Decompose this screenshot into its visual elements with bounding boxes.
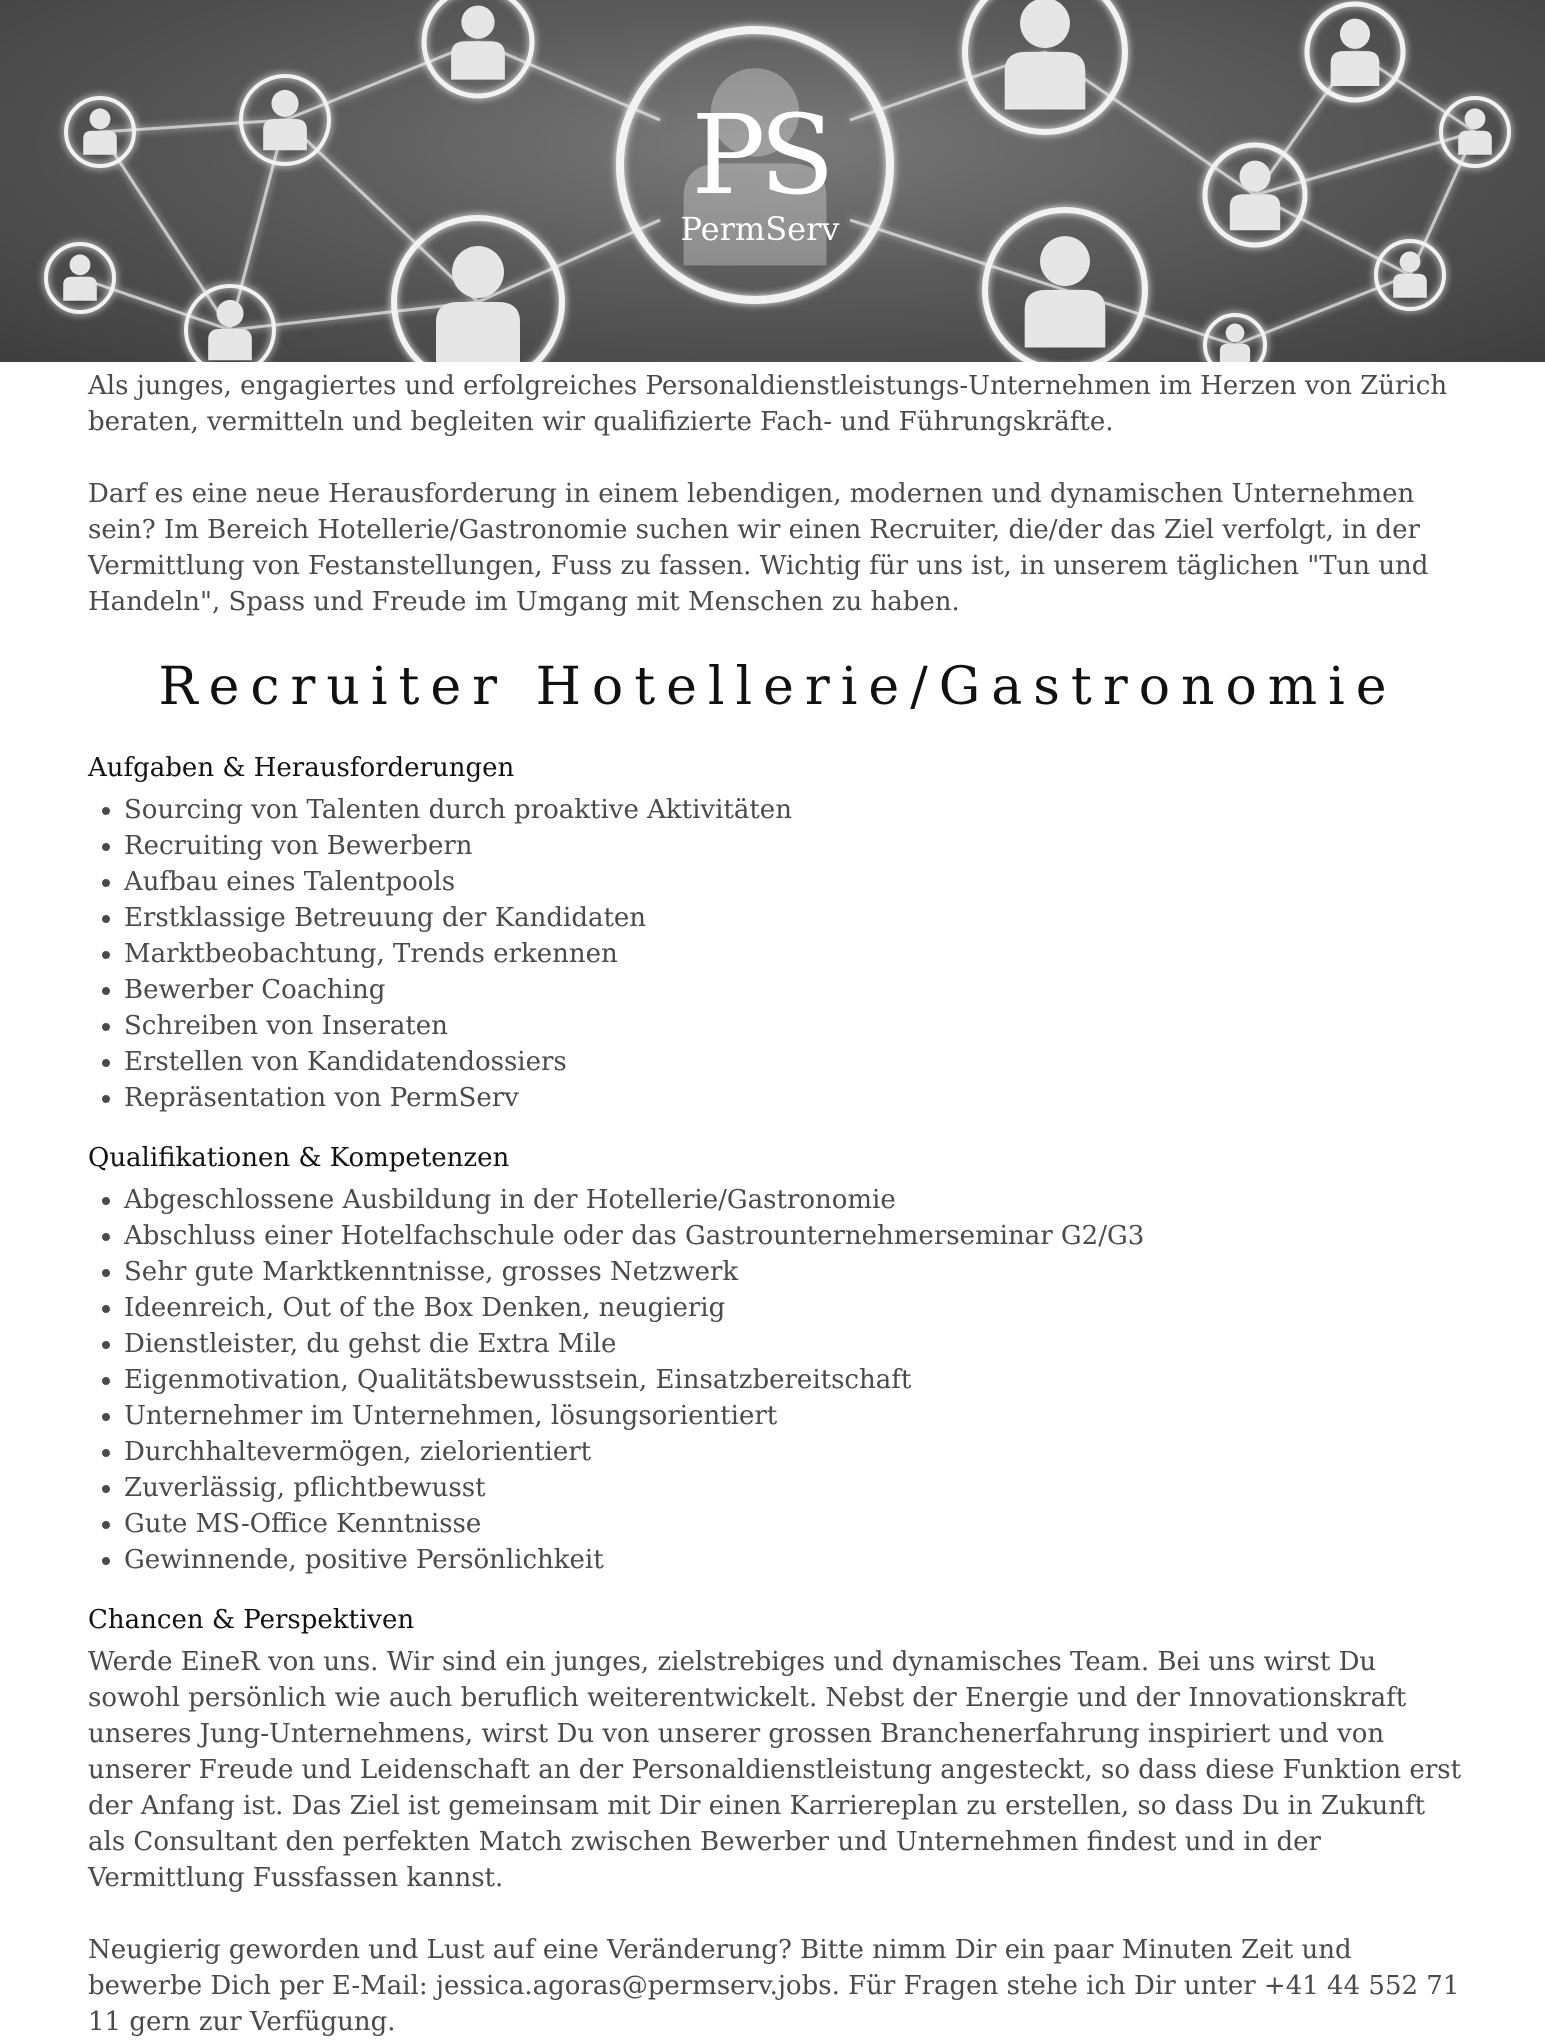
chancen-paragraph: Werde EineR von uns. Wir sind ein junges, zielstrebiges und dynamisches Team. Bei uns wirst Du sowohl persönlich wie auch beruflich weiterentwickelt. Nebst der Energie und der Innovationskraft unseres Jung-Unternehmens, wirst Du von unserer grossen Branchenerfahrung inspiriert und von unserer Freude und Leidenschaft an der Personaldienstleistung angesteckt, so dass diese Funktion erst der Anfang ist. Das Ziel ist gemeinsam mit Dir einen Karriereplan zu erstellen, so dass Du in Zukunft als Consultant den perfekten Match zwischen Bewerber und Unternehmen findest und in der Vermittlung Fussfassen kannst.	[88, 1647, 1462, 1893]
list-item: • Schreiben von Inseraten	[124, 1008, 1468, 1044]
section-heading-aufgaben: Aufgaben & Herausforderungen	[88, 753, 515, 783]
list-item: • Marktbeobachtung, Trends erkennen	[124, 936, 1468, 972]
logo-mark: PS	[691, 91, 829, 219]
list-item: • Abschluss einer Hotelfachschule oder das Gastrounternehmerseminar G2/G3	[124, 1218, 1468, 1254]
list-item: • Sourcing von Talenten durch proaktive Aktivitäten	[124, 792, 1468, 828]
section-heading-qualifikationen: Qualifikationen & Kompetenzen	[88, 1143, 510, 1173]
list-item: • Ideenreich, Out of the Box Denken, neugierig	[124, 1290, 1468, 1326]
list-item: • Abgeschlossene Ausbildung in der Hotellerie/Gastronomie	[124, 1182, 1468, 1218]
intro-paragraph-1: Als junges, engagiertes und erfolgreiches Personaldienstleistungs-Unternehmen im Herzen von Zürich beraten, vermitteln und begleiten wir qualifizierte Fach- und Führungskräfte.	[88, 371, 1448, 437]
header-banner	[0, 0, 1545, 362]
job-posting-body	[88, 368, 1468, 2040]
list-item: • Gewinnende, positive Persönlichkeit	[124, 1542, 1468, 1578]
section-heading-chancen: Chancen & Perspektiven	[88, 1605, 415, 1635]
closing-paragraph: Neugierig geworden und Lust auf eine Veränderung? Bitte nimm Dir ein paar Minuten Zeit und bewerbe Dich per E-Mail: jessica.agoras@permserv.jobs. Für Fragen stehe ich Dir unter +41 44 552 71 11 gern zur Verfügung.	[88, 1935, 1460, 2037]
aufgaben-list	[88, 792, 1468, 1116]
qualifikationen-list	[88, 1182, 1468, 1578]
list-item: • Gute MS-Office Kenntnisse	[124, 1506, 1468, 1542]
list-item: • Aufbau eines Talentpools	[124, 864, 1468, 900]
list-item: • Durchhaltevermögen, zielorientiert	[124, 1434, 1468, 1470]
list-item: • Dienstleister, du gehst die Extra Mile	[124, 1326, 1468, 1362]
permserv-logo	[640, 91, 880, 248]
list-item: • Zuverlässig, pflichtbewusst	[124, 1470, 1468, 1506]
list-item: • Recruiting von Bewerbern	[124, 828, 1468, 864]
list-item: • Unternehmer im Unternehmen, lösungsorientiert	[124, 1398, 1468, 1434]
intro-paragraph-2: Darf es eine neue Herausforderung in einem lebendigen, modernen und dynamischen Unternehmen sein? Im Bereich Hotellerie/Gastronomie suchen wir einen Recruiter, die/der das Ziel verfolgt, in der Vermittlung von Festanstellungen, Fuss zu fassen. Wichtig für uns ist, in unserem täglichen "Tun und Handeln", Spass und Freude im Umgang mit Menschen zu haben.	[88, 479, 1429, 617]
job-title: Recruiter Hotellerie/Gastronomie	[158, 657, 1398, 717]
logo-wordmark: PermServ	[680, 210, 840, 248]
list-item: • Erstklassige Betreuung der Kandidaten	[124, 900, 1468, 936]
list-item: • Eigenmotivation, Qualitätsbewusstsein, Einsatzbereitschaft	[124, 1362, 1468, 1398]
list-item: • Erstellen von Kandidatendossiers	[124, 1044, 1468, 1080]
list-item: • Bewerber Coaching	[124, 972, 1468, 1008]
list-item: • Repräsentation von PermServ	[124, 1080, 1468, 1116]
list-item: • Sehr gute Marktkenntnisse, grosses Netzwerk	[124, 1254, 1468, 1290]
